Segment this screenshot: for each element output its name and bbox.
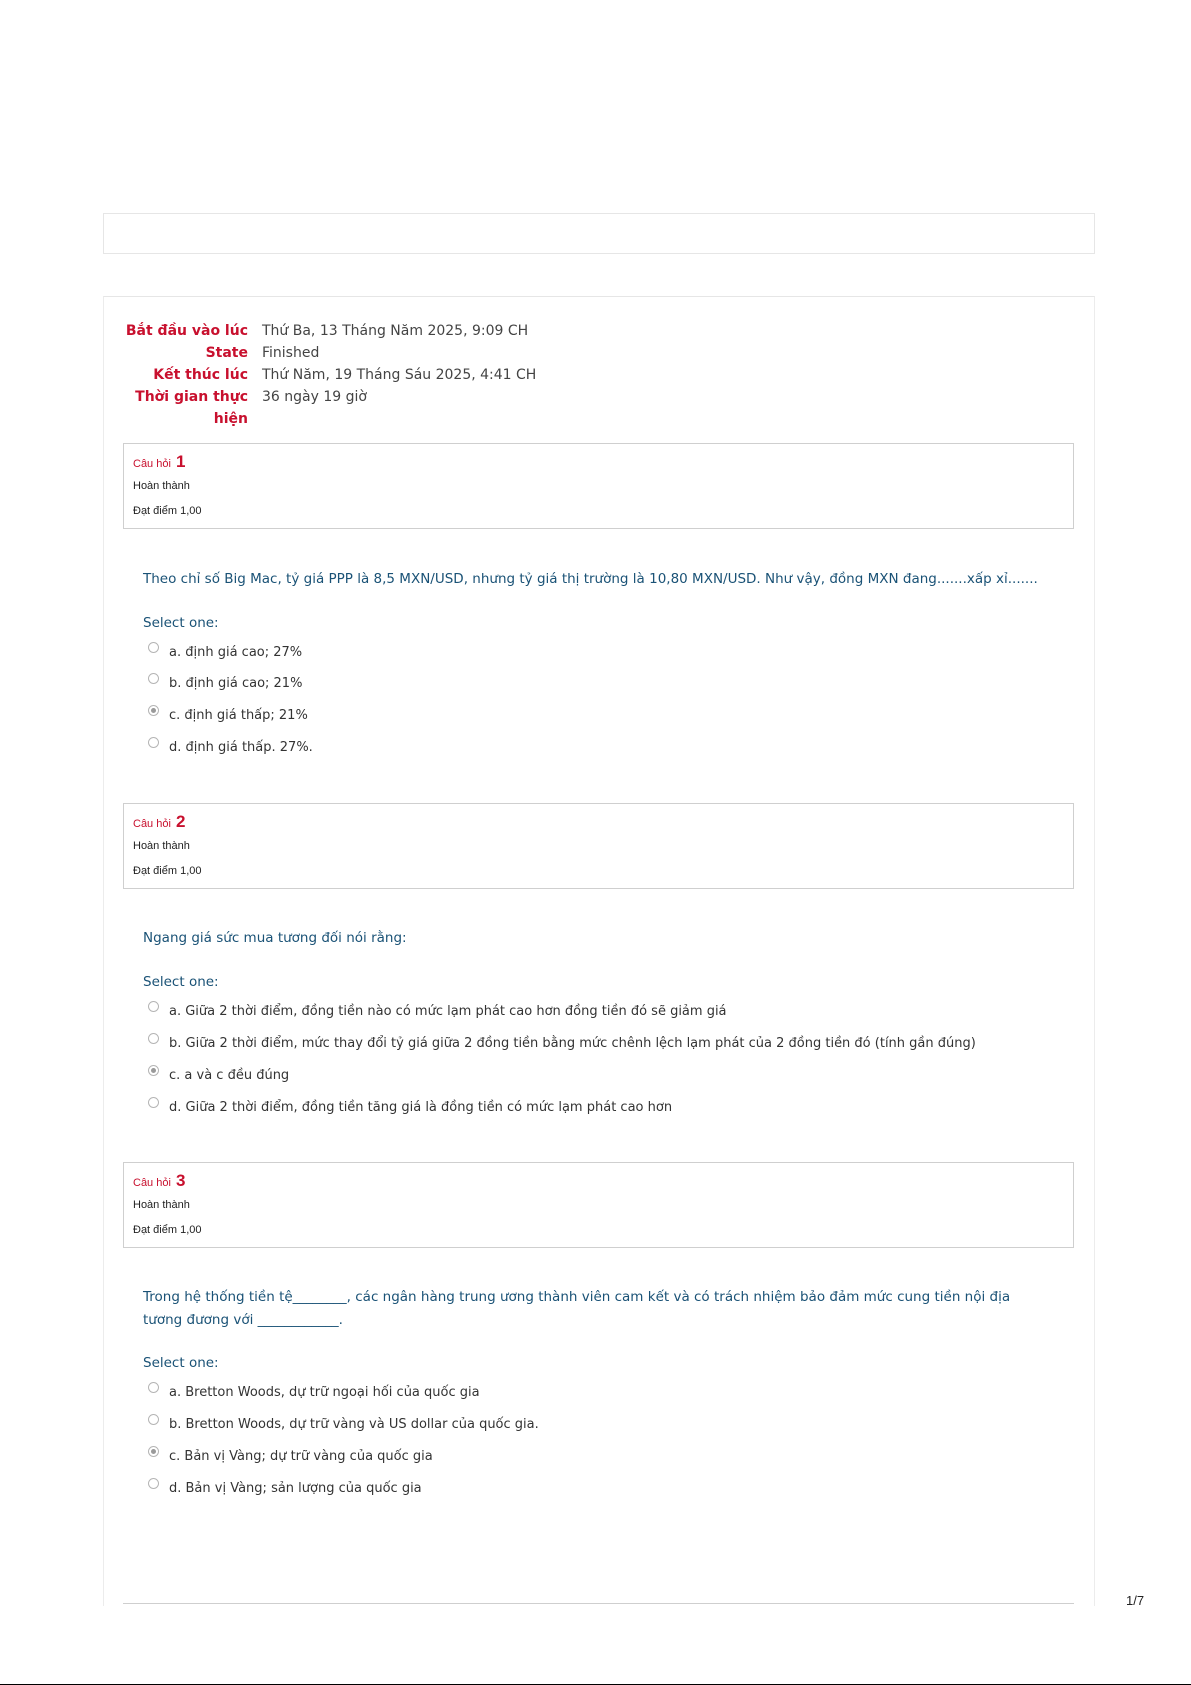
option-label: b. Giữa 2 thời điểm, mức thay đổi tỷ giá giữa 2 đồng tiền bằng mức chênh lệch lạm phát của 2 đồng tiền đó (tính gần đúng) <box>169 1036 976 1051</box>
summary-row-state <box>103 342 536 364</box>
question-text-2: Ngang giá sức mua tương đối nói rằng: <box>143 930 407 946</box>
answer-option[interactable] <box>148 740 313 760</box>
radio-button[interactable] <box>148 642 159 653</box>
question-state: Hoàn thành <box>133 480 190 492</box>
answer-option[interactable] <box>148 1417 539 1437</box>
summary-label: State <box>205 345 248 361</box>
select-one-label: Select one: <box>143 615 219 631</box>
radio-button[interactable] <box>148 737 159 748</box>
answer-option[interactable] <box>148 1068 289 1088</box>
question-text-1: Theo chỉ số Big Mac, tỷ giá PPP là 8,5 MXN/USD, nhưng tỷ giá thị trường là 10,80 MXN/USD. Như vậy, đồng MXN đang.......xấp xỉ....... <box>143 571 1038 587</box>
question-info-3 <box>123 1162 1074 1248</box>
select-one-label: Select one: <box>143 1355 219 1371</box>
option-label: b. định giá cao; 21% <box>169 676 303 691</box>
divider <box>123 1603 1074 1604</box>
header-panel <box>103 213 1095 254</box>
question-text-3: Trong hệ thống tiền tệ________, các ngân hàng trung ương thành viên cam kết và có trách nhiệm bảo đảm mức cung tiền nội địa tương đương với ____________. <box>143 1289 1011 1328</box>
question-number: Câu hỏi 2 <box>133 812 186 831</box>
answer-option[interactable] <box>148 708 308 728</box>
option-label: b. Bretton Woods, dự trữ vàng và US dollar của quốc gia. <box>169 1417 539 1432</box>
option-label: a. Bretton Woods, dự trữ ngoại hối của quốc gia <box>169 1385 480 1400</box>
option-label: c. Bản vị Vàng; dự trữ vàng của quốc gia <box>169 1449 433 1464</box>
radio-button[interactable] <box>148 1033 159 1044</box>
answer-option[interactable] <box>148 1385 480 1405</box>
answer-option[interactable] <box>148 1449 433 1469</box>
question-info-2 <box>123 803 1074 889</box>
radio-button[interactable] <box>148 1478 159 1489</box>
option-label: d. định giá thấp. 27%. <box>169 740 313 755</box>
radio-button-checked[interactable] <box>148 1446 159 1457</box>
option-label: a. định giá cao; 27% <box>169 645 303 660</box>
option-label: c. a và c đều đúng <box>169 1068 290 1083</box>
attempt-summary <box>103 320 536 430</box>
summary-label: Bắt đầu vào lúc <box>125 323 248 339</box>
answer-option[interactable] <box>148 645 302 665</box>
summary-label: Thời gian thực hiện <box>135 389 248 427</box>
question-state: Hoàn thành <box>133 840 190 852</box>
radio-button-checked[interactable] <box>148 1065 159 1076</box>
radio-button[interactable] <box>148 1097 159 1108</box>
answer-option[interactable] <box>148 1004 727 1024</box>
summary-row-duration <box>103 386 536 430</box>
radio-button[interactable] <box>148 673 159 684</box>
option-label: a. Giữa 2 thời điểm, đồng tiền nào có mức lạm phát cao hơn đồng tiền đó sẽ giảm giá <box>169 1004 727 1019</box>
radio-button-checked[interactable] <box>148 705 159 716</box>
select-one-label: Select one: <box>143 974 219 990</box>
summary-value: Finished <box>262 345 320 361</box>
question-info-1 <box>123 443 1074 529</box>
option-label: d. Giữa 2 thời điểm, đồng tiền tăng giá là đồng tiền có mức lạm phát cao hơn <box>169 1100 673 1115</box>
summary-row-end <box>103 364 536 386</box>
option-label: d. Bản vị Vàng; sản lượng của quốc gia <box>169 1481 422 1496</box>
radio-button[interactable] <box>148 1414 159 1425</box>
option-label: c. định giá thấp; 21% <box>169 708 308 723</box>
summary-value: Thứ Năm, 19 Tháng Sáu 2025, 4:41 CH <box>262 367 537 383</box>
question-grade: Đạt điểm 1,00 <box>133 1224 202 1236</box>
summary-value: Thứ Ba, 13 Tháng Năm 2025, 9:09 CH <box>262 323 529 339</box>
radio-button[interactable] <box>148 1001 159 1012</box>
answer-option[interactable] <box>148 1481 422 1501</box>
question-grade: Đạt điểm 1,00 <box>133 865 202 877</box>
summary-row-start <box>103 320 536 342</box>
question-grade: Đạt điểm 1,00 <box>133 505 202 517</box>
answer-option[interactable] <box>148 676 302 696</box>
question-state: Hoàn thành <box>133 1199 190 1211</box>
summary-label: Kết thúc lúc <box>153 367 248 383</box>
answer-option[interactable] <box>148 1036 976 1056</box>
question-number: Câu hỏi 3 <box>133 1171 186 1190</box>
page-number: 1/7 <box>1126 1593 1145 1608</box>
answer-option[interactable] <box>148 1100 672 1120</box>
summary-value: 36 ngày 19 giờ <box>262 389 367 405</box>
question-number: Câu hỏi 1 <box>133 452 186 471</box>
radio-button[interactable] <box>148 1382 159 1393</box>
